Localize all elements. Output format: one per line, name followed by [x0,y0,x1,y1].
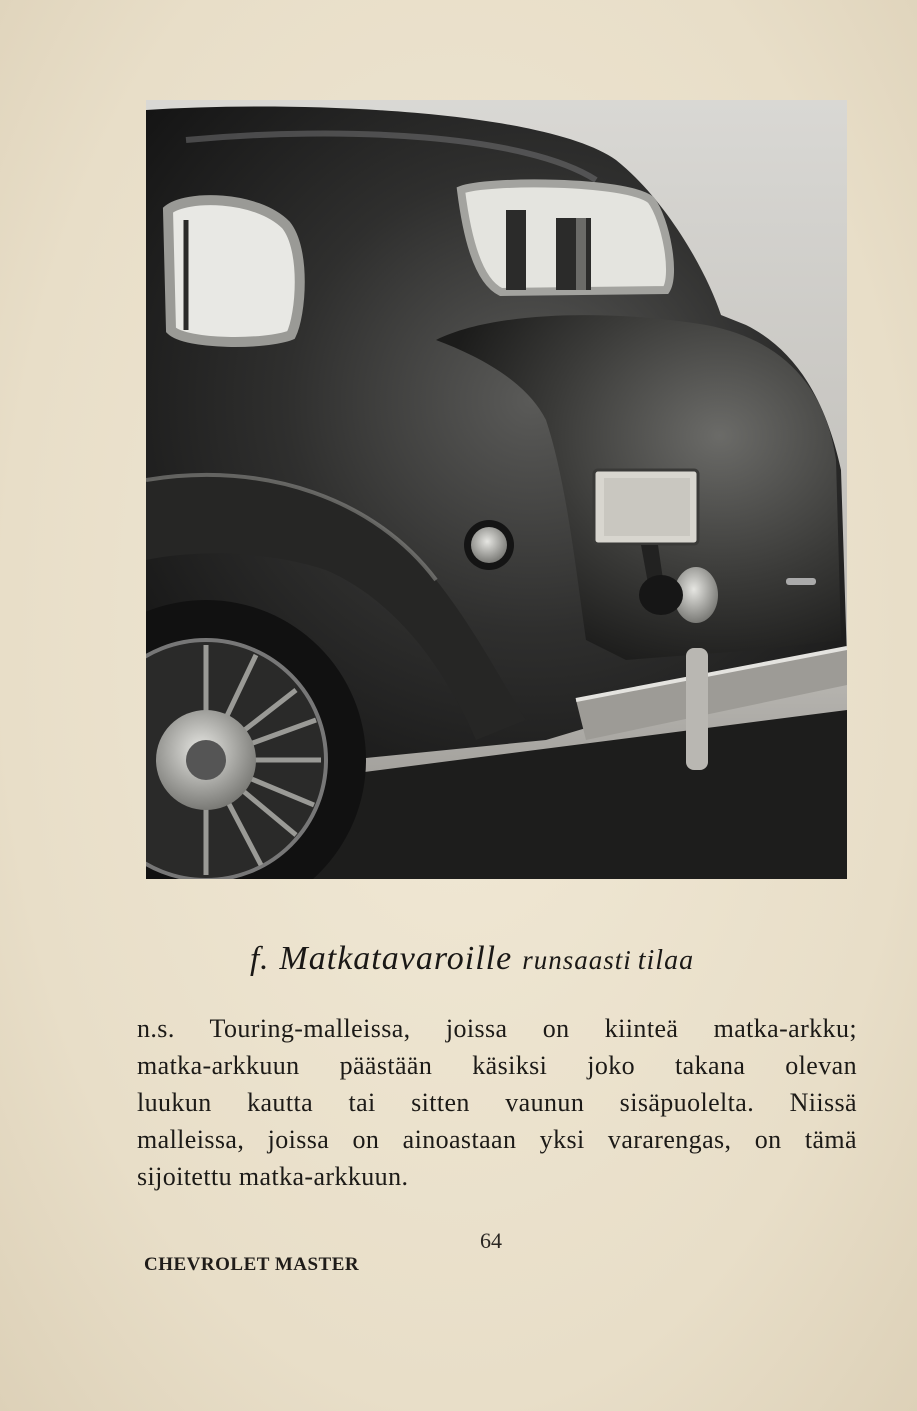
caption-word-1: Matkatavaroille [279,940,513,977]
footer-label: CHEVROLET MASTER [144,1254,360,1275]
car-rear-photo [146,100,847,879]
caption-word-3: tilaa [637,945,695,976]
body-line: luukun kautta tai sitten vaunun sisäpuolelta. Niissä [137,1088,857,1117]
body-paragraph [137,1010,857,1195]
figure-caption [250,940,810,978]
caption-letter: f. [250,941,270,977]
caption-word-2: runsaasti [522,945,632,975]
body-line: n.s. Touring-malleissa, joissa on kiinteä matka-arkku; [137,1014,857,1043]
body-line: sijoitettu matka-arkkuun. [137,1162,409,1191]
body-line: malleissa, joissa on ainoastaan yksi vararengas, on tämä [137,1125,857,1154]
page-number: 64 [480,1228,502,1253]
body-line: matka-arkkuun päästään käsiksi joko takana olevan [137,1051,857,1080]
